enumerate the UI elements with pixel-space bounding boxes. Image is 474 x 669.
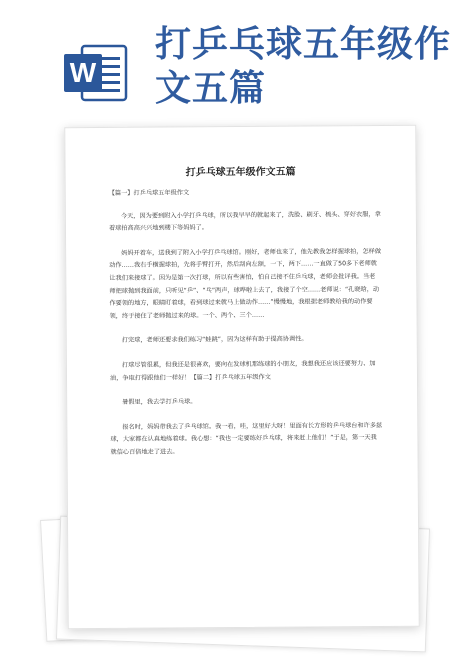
paragraph: 今天，因为要到附入小学打乒乓球，所以我早早的就起来了，洗脸、刷牙、梳头、穿好衣服，拿着球拍高高兴兴地到楼下等妈妈了。 (108, 210, 381, 233)
paragraph: 报名时，妈妈带我去了乒乓球馆。我一看，哇，这里好大呀！里面有长方形的乒乓球台和许多兹球，大家都在认真地练着球。我心想：“我也一定要练好乒乓球，将来赶上他们！”于是，第一天我就信心百倍地走了进去。 (110, 421, 383, 456)
word-logo-icon (62, 40, 128, 106)
paragraph: 打完球，老师还要求我们练习“蛙跳”，因为这样有助于提高协调性。 (121, 335, 308, 345)
section-heading: 【篇一】打乒乓球五年级作文 (108, 189, 190, 197)
paragraph: 暑假里，我去学打乒乓球。 (122, 398, 197, 406)
logo-letter: W (69, 57, 97, 88)
document-title: 打乒乓球五年级作文五篇 (185, 166, 296, 179)
header (0, 0, 474, 120)
document-body (109, 180, 383, 471)
document-name (155, 22, 465, 110)
paragraph: 妈妈开着车，送我到了附入小学打乒乓球馆。刚好，老师也来了，他先教我怎样握球拍，怎样做动作……我右手横握球拍，先将手臂打开，然后刮向左额，一下，两下……一直做了50多下老师就让我们来接球了。因为是第一次打球，所以有些害怕，怕自己接不住乒乓球，老师会批评我。当老师把球抛到我面前，只听见“乒”、“乓”两声，球哗啦上去了，我接了个空……老师说：“孔晓晗，动作要领的地方，眼睛盯着球，看到球过来就马上做动作……”慢慢地，我根据老师教给我的动作要领，终于接住了老师抛过来的球。一个、两个、三个…… (109, 247, 382, 320)
document-page (64, 125, 419, 629)
document-name-line-2: 文五篇 (155, 67, 267, 109)
document-name-line-1: 打乒乓球五年级作 (155, 23, 452, 65)
paragraph: 打球尽管很累，但我还是很喜欢，要向在发球机那练球的小朋友，我想我还应该还要努力、加油，争取打得跟他们一样好！【篇二】打乒乓球五年级作文 (109, 360, 376, 382)
